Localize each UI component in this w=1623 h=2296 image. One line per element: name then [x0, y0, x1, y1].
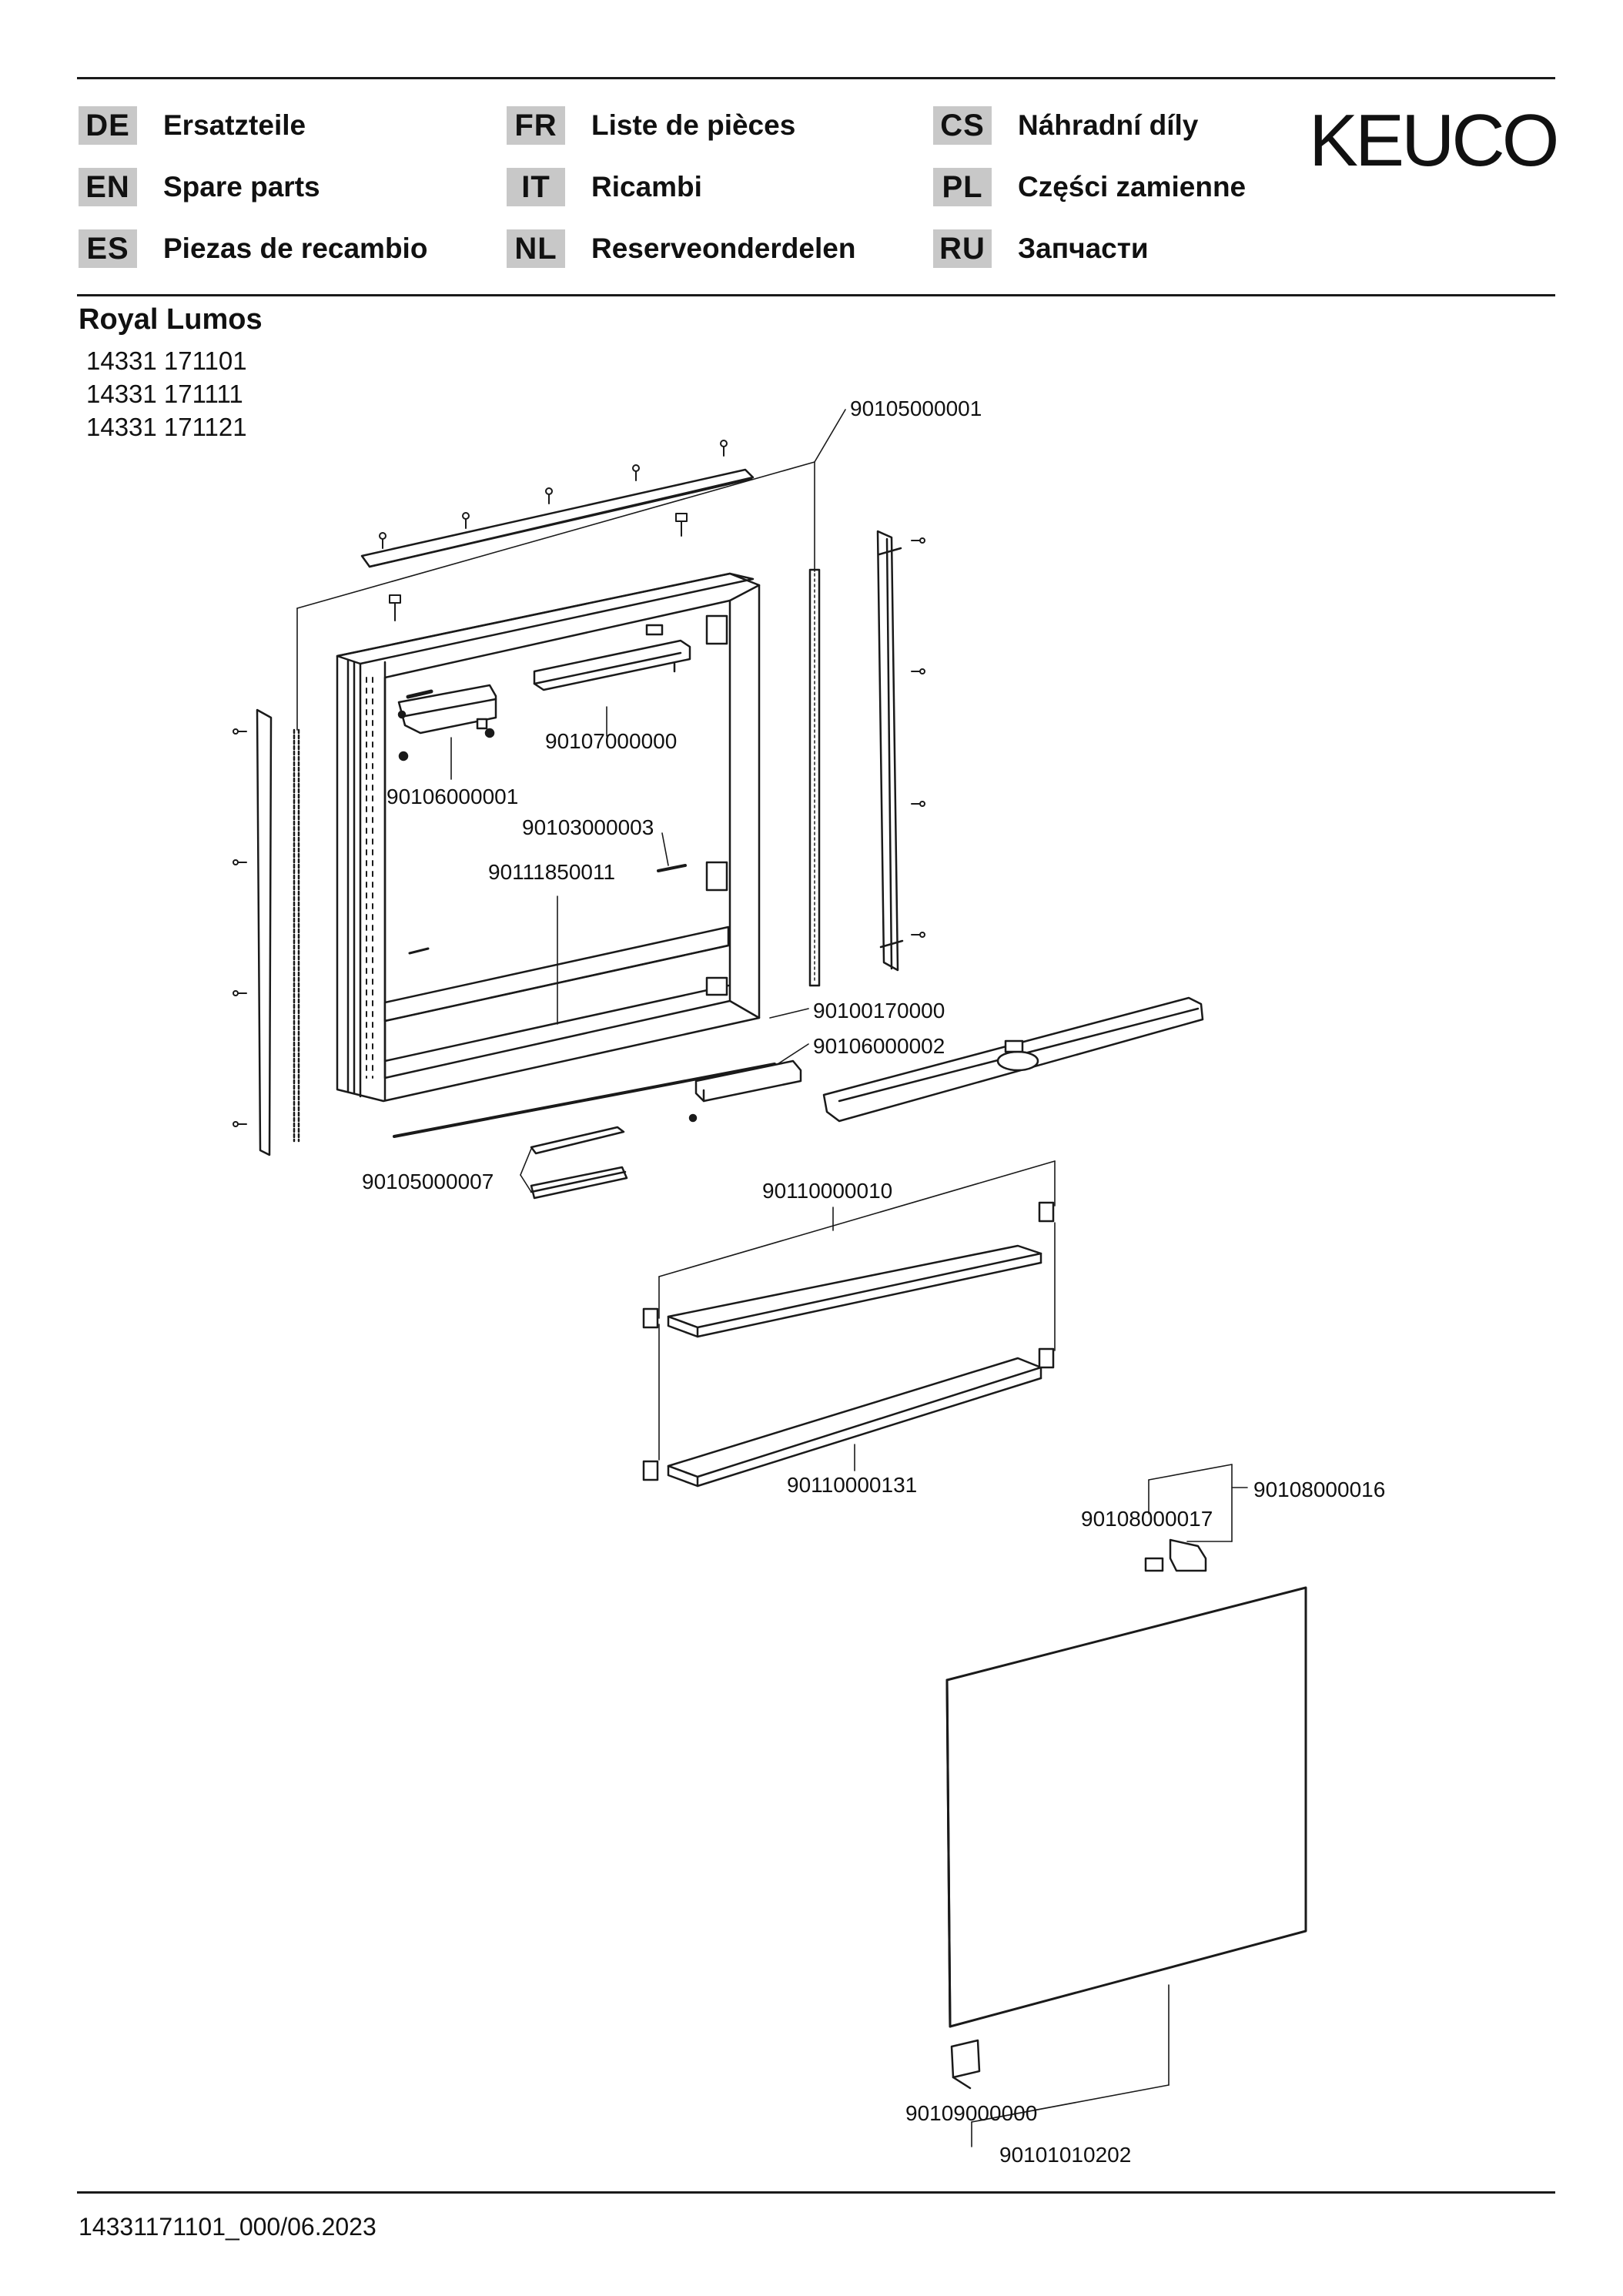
lang-label: Części zamienne [1018, 171, 1247, 202]
lang-label: Spare parts [163, 171, 320, 202]
document-code: 14331171101_000/06.2023 [79, 2213, 376, 2241]
upper-glass-shelf [668, 1246, 1041, 1337]
part-label: 90110000131 [787, 1473, 918, 1497]
part-label: 90107000000 [545, 729, 678, 753]
right-side-screws [912, 538, 925, 937]
lang-code-badge: ES [79, 229, 137, 268]
lang-code-badge: PL [933, 168, 992, 206]
lang-code-badge: CS [933, 106, 992, 145]
lang-code-badge: DE [79, 106, 137, 145]
right-side-rail [878, 531, 902, 970]
part-label: 90105000001 [850, 397, 982, 420]
part-label: 90110000010 [762, 1179, 893, 1203]
lang-code-badge: IT [507, 168, 565, 206]
part-label: 90103000003 [522, 815, 654, 839]
lang-code-badge: EN [79, 168, 137, 206]
part-label: 90101010202 [999, 2143, 1132, 2167]
lang-label: Piezas de recambio [163, 233, 428, 264]
part-label: 90108000016 [1253, 1478, 1386, 1501]
lang-label: Liste de pièces [591, 109, 796, 141]
part-label: 90105000007 [362, 1170, 494, 1193]
lang-label: Запчасти [1018, 233, 1149, 264]
lang-code-badge: NL [507, 229, 565, 268]
product-title: Royal Lumos [79, 303, 263, 336]
left-side-screws [233, 729, 246, 1126]
lang-label: Ersatzteile [163, 109, 306, 141]
footer-rule [77, 2191, 1555, 2194]
article-number: 14331 171101 [86, 346, 247, 375]
part-label: 90106000002 [813, 1034, 945, 1058]
lang-code-badge: RU [933, 229, 992, 268]
part-label: 90108000017 [1081, 1507, 1213, 1531]
part-label: 90100170000 [813, 999, 945, 1022]
left-side-panel [257, 710, 299, 1155]
lang-label: Reserveonderdelen [591, 233, 856, 264]
bottom-profiles [531, 1127, 627, 1198]
part-label: 90111850011 [488, 860, 616, 884]
switch-part [690, 1061, 801, 1121]
lang-label: Ricambi [591, 171, 702, 202]
mirror-bracket [952, 2040, 979, 2088]
lang-code-badge: FR [507, 106, 565, 145]
hinge-bar [810, 570, 819, 986]
hinge-cover-parts [1146, 1540, 1206, 1571]
top-cover-strip [362, 470, 753, 567]
article-number: 14331 171121 [86, 413, 247, 441]
article-number: 14331 171111 [86, 380, 243, 408]
brand-logo: KEUCO [1309, 99, 1557, 182]
part-label: 90106000001 [387, 785, 519, 808]
part-label: 90109000000 [905, 2101, 1038, 2125]
lang-label: Náhradní díly [1018, 109, 1199, 141]
mirror-door [947, 1588, 1306, 2027]
